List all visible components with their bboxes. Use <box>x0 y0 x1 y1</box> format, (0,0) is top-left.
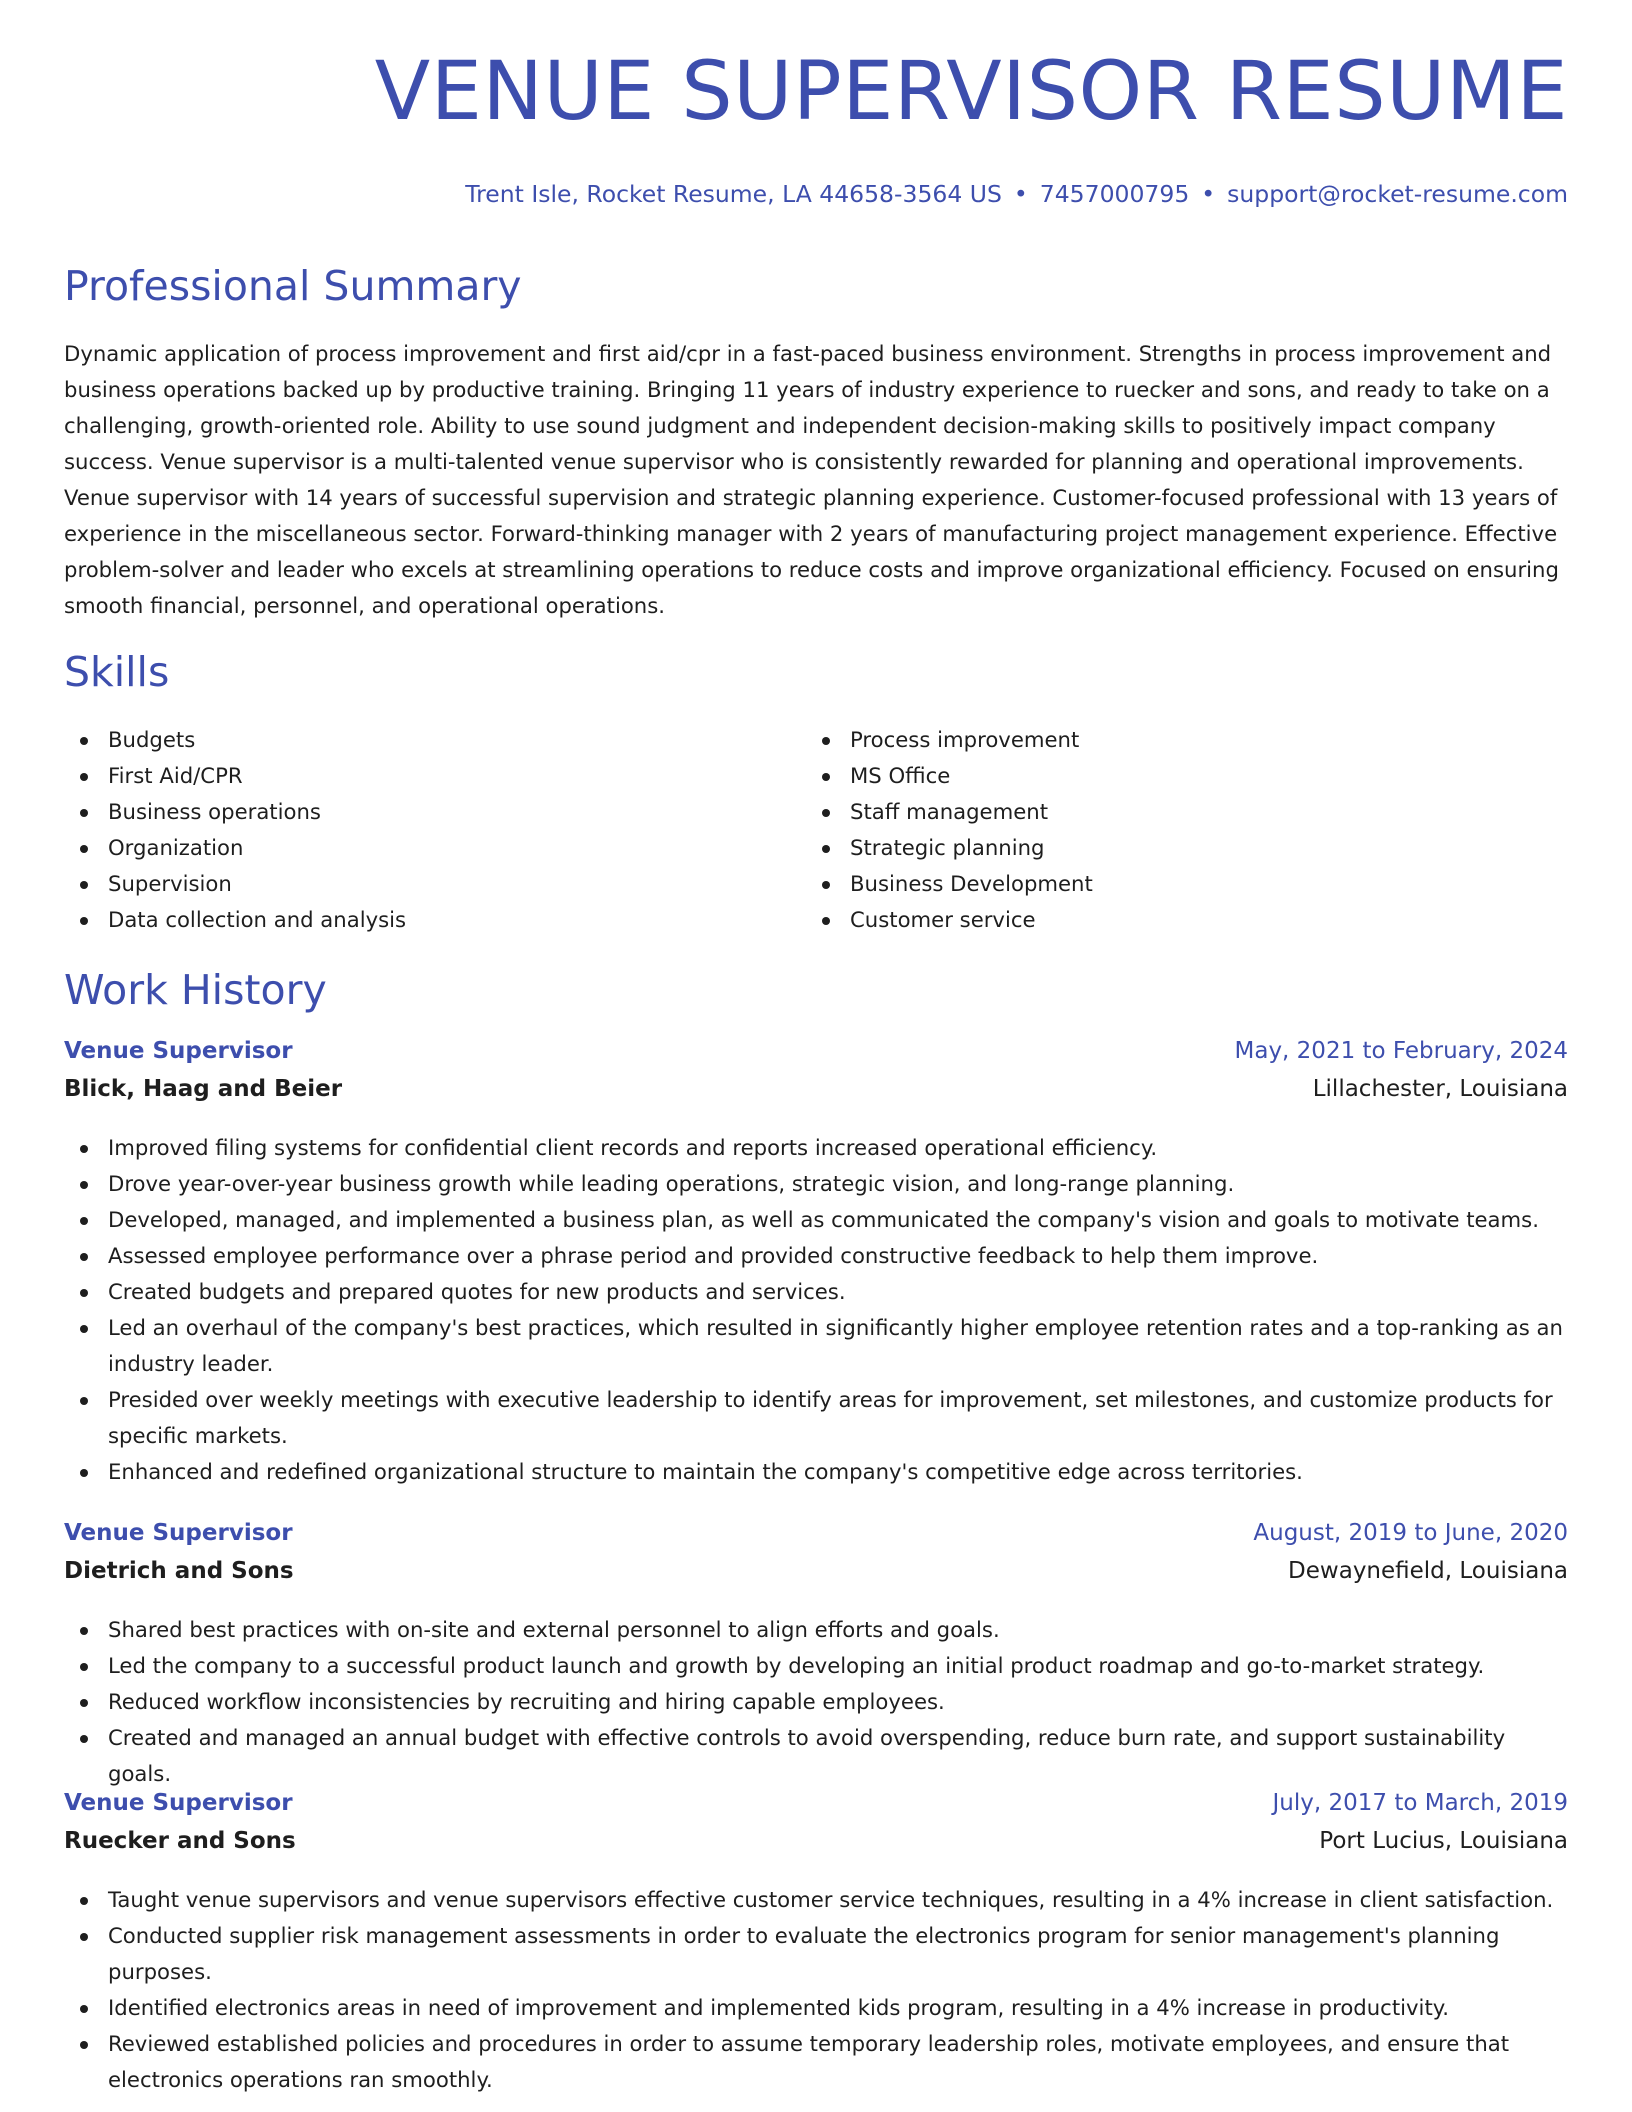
skill-item: Organization <box>64 830 406 866</box>
work-history-heading: Work History <box>64 966 327 1014</box>
job-entry <box>64 1038 1568 1490</box>
resume-title: VENUE SUPERVISOR RESUME <box>374 45 1568 139</box>
contact-email[interactable]: support@rocket-resume.com <box>1227 180 1568 208</box>
job-title: Venue Supervisor <box>64 1520 293 1546</box>
job-bullet: Led the company to a successful product launch and growth by developing an initial product roadmap and go-to-market strategy. <box>64 1648 1568 1684</box>
job-dates: August, 2019 to June, 2020 <box>1253 1520 1568 1546</box>
job-bullet: Reduced workflow inconsistencies by recruiting and hiring capable employees. <box>64 1684 1568 1720</box>
job-location: Lillachester, Louisiana <box>1312 1076 1568 1102</box>
job-bullet: Improved filing systems for confidential client records and reports increased operational efficiency. <box>64 1130 1568 1166</box>
skills-list-left <box>64 722 406 938</box>
job-company: Dietrich and Sons <box>64 1558 294 1584</box>
job-header-row <box>64 1520 1568 1558</box>
job-title: Venue Supervisor <box>64 1790 293 1816</box>
job-bullet: Drove year-over-year business growth while leading operations, strategic vision, and long-range planning. <box>64 1166 1568 1202</box>
job-bullet: Created budgets and prepared quotes for new products and services. <box>64 1274 1568 1310</box>
skills-list-right <box>806 722 1093 938</box>
skill-item: Budgets <box>64 722 406 758</box>
skill-item: MS Office <box>806 758 1093 794</box>
summary-text: Dynamic application of process improvement and first aid/cpr in a fast-paced business environment. Strengths in process improvement and business operations backed up by productive training. Bringing 11 years of industry experience to ruecker and sons, and ready to take on a challenging, growth-oriented role. Ability to use sound judgment and independent decision-making skills to positively impact company success. Venue supervisor is a multi-talented venue supervisor who is consistently rewarded for planning and operational improvements. Venue supervisor with 14 years of successful supervision and strategic planning experience. Customer-focused professional with 13 years of experience in the miscellaneous sector. Forward-thinking manager with 2 years of manufacturing project management experience. Effective problem-solver and leader who excels at streamlining operations to reduce costs and improve organizational efficiency. Focused on ensuring smooth financial, personnel, and operational operations. <box>64 341 1559 618</box>
job-bullet: Shared best practices with on-site and external personnel to align efforts and goals. <box>64 1612 1568 1648</box>
job-company: Ruecker and Sons <box>64 1828 296 1854</box>
contact-separator: • <box>1201 180 1216 208</box>
contact-separator: • <box>1013 180 1028 208</box>
job-dates: May, 2021 to February, 2024 <box>1234 1038 1568 1064</box>
job-bullet: Conducted supplier risk management assessments in order to evaluate the electronics program for senior management's planning purposes. <box>64 1918 1568 1990</box>
job-bullets <box>64 1612 1568 1792</box>
job-bullets <box>64 1882 1568 2098</box>
contact-phone[interactable]: 7457000795 <box>1039 180 1190 208</box>
job-location: Dewaynefield, Louisiana <box>1288 1558 1568 1584</box>
skill-item: Strategic planning <box>806 830 1093 866</box>
job-bullet: Reviewed established policies and procedures in order to assume temporary leadership roles, motivate employees, and ensure that electronics operations ran smoothly. <box>64 2026 1568 2098</box>
skill-item: Business operations <box>64 794 406 830</box>
job-company: Blick, Haag and Beier <box>64 1076 343 1102</box>
skill-item: Customer service <box>806 902 1093 938</box>
job-location: Port Lucius, Louisiana <box>1319 1828 1568 1854</box>
job-header-row <box>64 1790 1568 1828</box>
job-bullet: Assessed employee performance over a phrase period and provided constructive feedback to help them improve. <box>64 1238 1568 1274</box>
job-dates: July, 2017 to March, 2019 <box>1272 1790 1568 1816</box>
job-bullet: Enhanced and redefined organizational structure to maintain the company's competitive edge across territories. <box>64 1454 1568 1490</box>
job-bullet: Identified electronics areas in need of improvement and implemented kids program, resulting in a 4% increase in productivity. <box>64 1990 1568 2026</box>
job-bullet: Led an overhaul of the company's best practices, which resulted in significantly higher employee retention rates and a top-ranking as an industry leader. <box>64 1310 1568 1382</box>
job-bullet: Developed, managed, and implemented a business plan, as well as communicated the company's vision and goals to motivate teams. <box>64 1202 1568 1238</box>
skill-item: Process improvement <box>806 722 1093 758</box>
job-company-row <box>64 1558 1568 1596</box>
summary-heading: Professional Summary <box>64 262 522 310</box>
job-entry <box>64 1520 1568 1792</box>
skill-item: Supervision <box>64 866 406 902</box>
skills-heading: Skills <box>64 648 170 696</box>
job-company-row <box>64 1076 1568 1114</box>
job-bullet: Presided over weekly meetings with executive leadership to identify areas for improvement, set milestones, and customize products for specific markets. <box>64 1382 1568 1454</box>
job-bullets <box>64 1130 1568 1490</box>
skill-item: Staff management <box>806 794 1093 830</box>
job-entry <box>64 1790 1568 2098</box>
contact-address: Trent Isle, Rocket Resume, LA 44658-3564 US <box>465 180 1002 208</box>
job-bullet: Created and managed an annual budget with effective controls to avoid overspending, reduce burn rate, and support sustainability goals. <box>64 1720 1568 1792</box>
job-title: Venue Supervisor <box>64 1038 293 1064</box>
contact-line <box>465 180 1568 208</box>
skill-item: Business Development <box>806 866 1093 902</box>
skill-item: Data collection and analysis <box>64 902 406 938</box>
skill-item: First Aid/CPR <box>64 758 406 794</box>
job-header-row <box>64 1038 1568 1076</box>
job-company-row <box>64 1828 1568 1866</box>
job-bullet: Taught venue supervisors and venue supervisors effective customer service techniques, resulting in a 4% increase in client satisfaction. <box>64 1882 1568 1918</box>
